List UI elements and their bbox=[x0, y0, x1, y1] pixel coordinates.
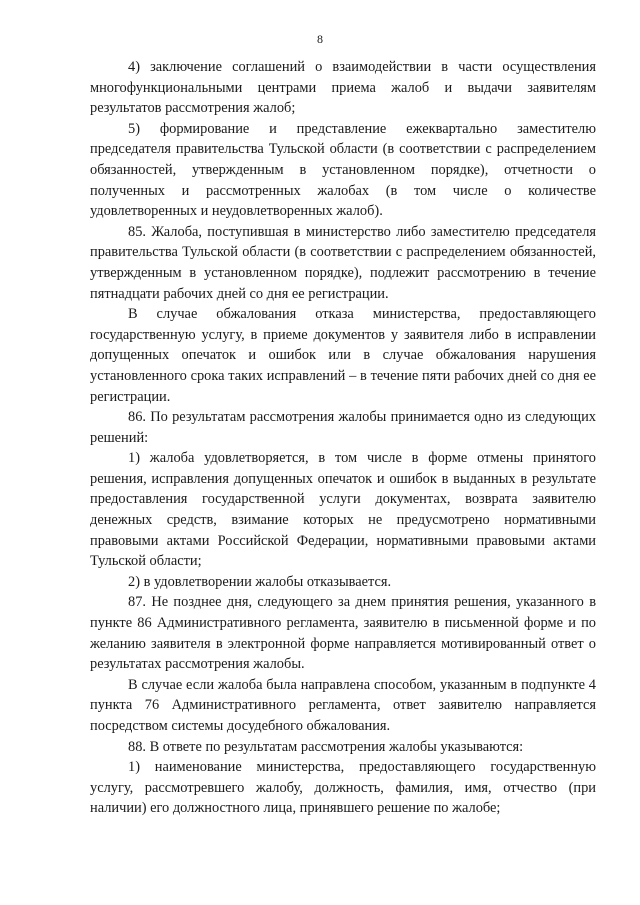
paragraph-item-4: 4) заключение соглашений о взаимодействии в части осуществления многофункциональными центрами приема жалоб и выдачи заявителям результатов рассмотрения жалоб; bbox=[90, 59, 596, 117]
paragraph-87-addendum: В случае если жалоба была направлена способом, указанным в подпункте 4 пункта 76 Административного регламента, ответ заявителю направляется посредством системы досудебного обжалования. bbox=[90, 676, 596, 734]
paragraph-86: 86. По результатам рассмотрения жалобы принимается одно из следующих решений: bbox=[90, 409, 596, 446]
paragraph-item-5: 5) формирование и представление ежеквартально заместителю председателя правительства Тульской области (в соответствии с распределением обязанностей, утвержденным в установленном порядке), отчетности о полученных и рассмотренных жалобах (в том числе о количестве удовлетворенных и неудовлетворенных жалоб). bbox=[90, 120, 596, 220]
paragraph-85-appeal: В случае обжалования отказа министерства, предоставляющего государственную услугу, в приеме документов у заявителя либо в исправлении допущенных опечаток и ошибок или в случае обжалования нарушения установленного срока таких исправлений – в течение пяти рабочих дней со дня ее регистрации. bbox=[90, 306, 596, 405]
paragraph-88: 88. В ответе по результатам рассмотрения жалобы указываются: bbox=[128, 738, 524, 755]
paragraph-86-item-2: 2) в удовлетворении жалобы отказывается. bbox=[128, 573, 392, 590]
paragraph-88-item-1: 1) наименование министерства, предоставляющего государственную услугу, рассмотревшего жалобу, должность, фамилия, имя, отчество (при наличии) его должностного лица, принявшего решение по жалобе; bbox=[90, 759, 596, 817]
paragraph-85: 85. Жалоба, поступившая в министерство либо заместителю председателя правительства Тульской области (в соответствии с распределением обязанностей, утвержденным в установленном порядке), подлежит рассмотрению в течение пятнадцати рабочих дней со дня ее регистрации. bbox=[90, 223, 596, 302]
paragraph-87: 87. Не позднее дня, следующего за днем принятия решения, указанного в пункте 86 Административного регламента, заявителю в письменной форме и по желанию заявителя в электронной форме направляется мотивированный ответ о результатах рассмотрения жалобы. bbox=[90, 594, 596, 673]
document-body bbox=[90, 57, 596, 819]
paragraph-86-item-1: 1) жалоба удовлетворяется, в том числе в форме отмены принятого решения, исправления допущенных опечаток и ошибок в выданных в результате предоставления государственной услуги документах, возврата заявителю денежных средств, взимание которых не предусмотрено нормативными правовыми актами Российской Федерации, нормативными правовыми актами Тульской области; bbox=[90, 450, 596, 570]
page-number: 8 bbox=[317, 32, 323, 46]
